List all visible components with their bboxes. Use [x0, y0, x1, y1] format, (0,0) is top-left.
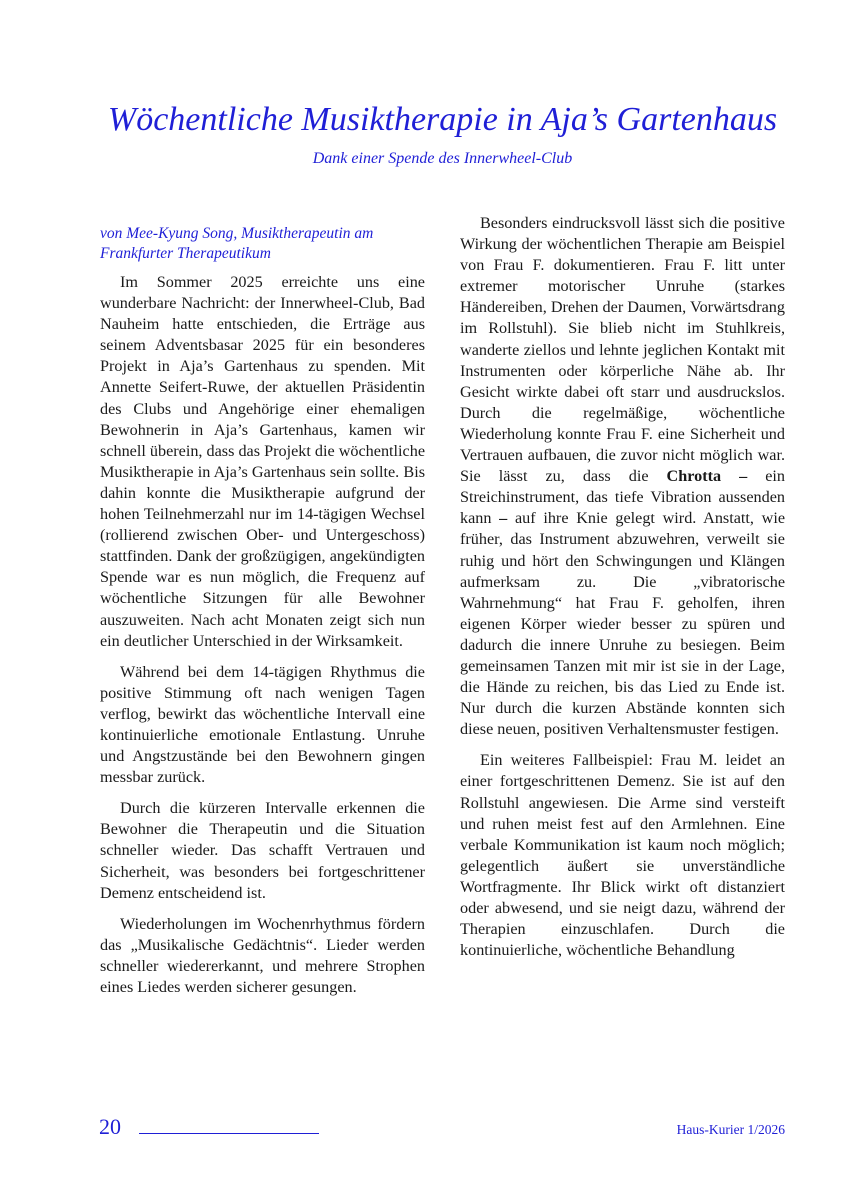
right-column [460, 213, 785, 961]
article-title: Wöchentliche Musiktherapie in Aja’s Gartenhaus [107, 101, 778, 138]
paragraph-6: Ein weiteres Fallbeispiel: Frau M. leidet an einer fortgeschrittenen Demenz. Sie ist auf den Rollstuhl angewiesen. Die Arme sind versteift und ruhen meist fest auf den Armlehnen. Eine verbale Kommunikation ist kaum noch möglich; gelegentlich äußert sie unverständliche Wortfragmente. Ihr Blick wirkt oft distanziert oder abwesend, und sie neigt dazu, während der Therapien einzuschlafen. Durch die kontinuierliche, wöchentliche Behandlung [460, 751, 785, 960]
paragraph-5-text-2: ein Streichinstrument, das tiefe Vibration aussenden kann [460, 467, 785, 528]
byline: von Mee-Kyung Song, Musiktherapeutin am Frankfurter Therapeutikum [100, 225, 374, 262]
publication-label: Haus-Kurier 1/2026 [676, 1122, 785, 1137]
paragraph-1: Im Sommer 2025 erreichte uns eine wunderbare Nachricht: der Innerwheel-Club, Bad Nauheim hatte entschieden, die Erträge aus seinem Adventsbasar 2025 für ein besonderes Projekt in Aja’s Gartenhaus zu spenden. Mit Annette Seifert-Ruwe, der aktuellen Präsidentin des Clubs und Angehörige einer ehemaligen Bewohnerin in Aja’s Gartenhaus, kamen wir schnell überein, dass das Projekt die wöchentliche Musiktherapie in Aja’s Gartenhaus sein sollte. Bis dahin konnte die Musiktherapie aufgrund der hohen Teilnehmerzahl nur im 14-tägigen Wechsel (rollierend zwischen Ober- und Untergeschoss) stattfinden. Dank der großzügigen, angekündigten Spende war es nun möglich, die Frequenz auf wöchentliche Sitzungen für alle Bewohner auszuweiten. Nach acht Monaten zeigt sich nun ein deutlicher Unterschied in der Wirksamkeit. [100, 273, 426, 650]
paragraph-3: Durch die kürzeren Intervalle erkennen die Bewohner die Therapeutin und die Situation schneller wieder. Das schafft Vertrauen und Sicherheit, was besonders bei fortgeschrittener Demenz entscheidend ist. [100, 799, 425, 902]
article-subtitle: Dank einer Spende des Innerwheel-Club [312, 150, 573, 167]
paragraph-5 [460, 213, 785, 740]
paragraph-5-text: Besonders eindrucksvoll lässt sich die positive Wirkung der wöchentlichen Therapie am Beispiel von Frau F. dokumentieren. Frau F. litt unter extremer motorischer Unruhe (starkes Händereiben, Drehen der Daumen, Vorwärtsdrang im Rollstuhl). Sie blieb nicht im Stuhlkreis, wanderte ziellos und lehnte jeglichen Kontakt mit Instrumenten oder körperliche Nähe ab. Ihr Gesicht wirkte dabei oft starr und ausdruckslos. Durch die regelmäßige, wöchentliche Wiederholung konnte Frau F. eine Sicherheit und Vertrauen aufbauen, die zuvor nicht möglich war. Sie lässt zu, dass die [460, 214, 785, 486]
left-column [100, 224, 425, 998]
chrotta-term: Chrotta – [666, 467, 748, 486]
paragraph-4: Wiederholungen im Wochenrhythmus fördern das „Musikalische Gedächtnis“. Lieder werden schneller wiedererkannt, und mehrere Strophen eines Liedes werden sicherer gesungen. [100, 914, 425, 996]
paragraph-2: Während bei dem 14-tägigen Rhythmus die positive Stimmung oft nach wenigen Tagen verflog, bewirkt das wöchentliche Intervall eine kontinuierliche emotionale Entlastung. Unruhe und Angstzustände bei den Bewohnern gingen messbar zurück. [100, 662, 425, 787]
paragraph-5-text-3: auf ihre Knie gelegt wird. Anstatt, wie früher, das Instrument abzuwehren, verweilt sie ruhig und hört den Schwingungen und Klängen aufmerksam zu. Die „vibratorische Wahrnehmung“ hat Frau F. geholfen, ihren eigenen Körper wieder besser zu spüren und dadurch die innere Unruhe zu besiegen. Beim gemeinsamen Tanzen mit mir ist sie in der Lage, die Hände zu reichen, bis das Lied zu Ende ist. Nur durch die kurzen Abstände konnten sich diese neuen, positiven Verhaltensmuster festigen. [460, 509, 786, 739]
dash: – [499, 509, 508, 528]
page-number: 20 [99, 1114, 121, 1139]
footer-divider [139, 1133, 319, 1134]
